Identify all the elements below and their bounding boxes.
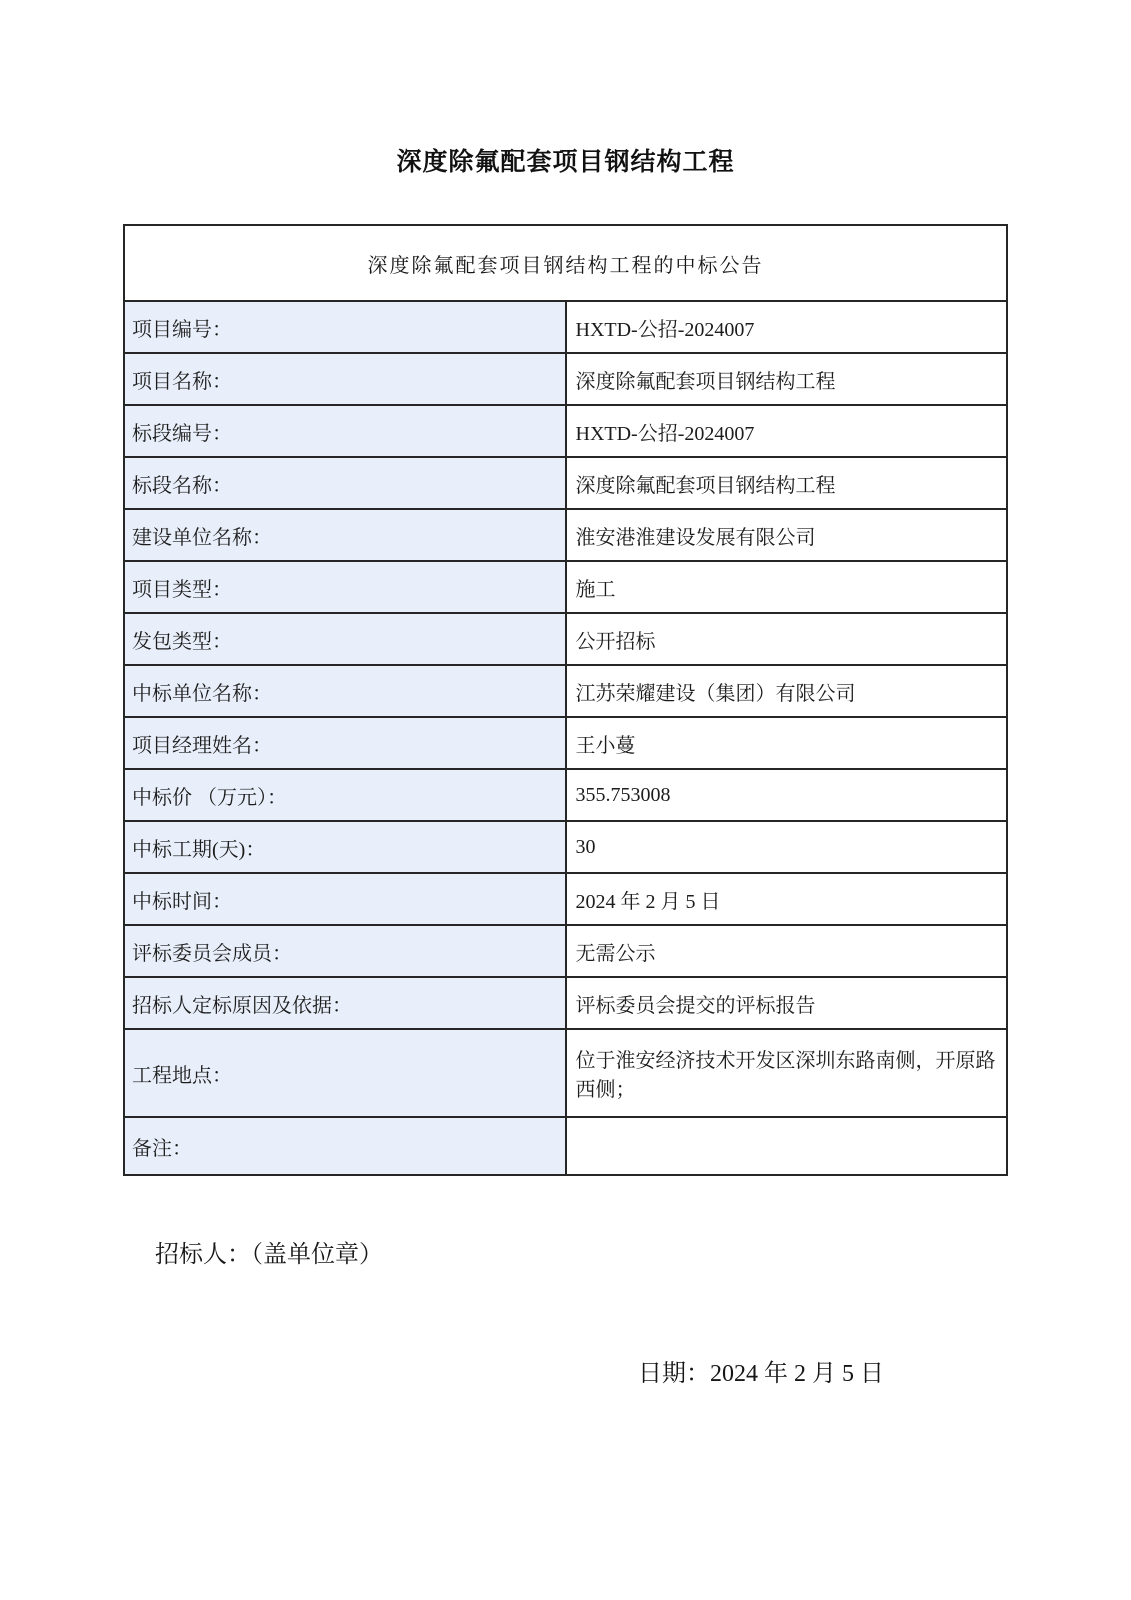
table-row-construction-period [124,821,1007,873]
table-row-project-number [124,301,1007,353]
row-value: 王小蔓 [566,717,1008,769]
row-label: 备注： [124,1117,566,1175]
row-label: 中标时间： [124,873,566,925]
row-value: 位于淮安经济技术开发区深圳东路南侧，开原路西侧； [566,1029,1008,1117]
row-label: 标段名称： [124,457,566,509]
row-label: 项目名称： [124,353,566,405]
row-value: 355.753008 [566,769,1008,821]
row-value: 深度除氟配套项目钢结构工程 [566,353,1008,405]
row-value: 2024 年 2 月 5 日 [566,873,1008,925]
row-label: 中标价 （万元）： [124,769,566,821]
table-row-evaluation-committee [124,925,1007,977]
row-value: 评标委员会提交的评标报告 [566,977,1008,1029]
document-content [123,0,1008,1388]
date-line: 日期：2024 年 2 月 5 日 [638,1361,884,1387]
table-row-construction-unit [124,509,1007,561]
table-row-remarks [124,1117,1007,1175]
row-value: 淮安港淮建设发展有限公司 [566,509,1008,561]
table-row-winning-price [124,769,1007,821]
row-value: 30 [566,821,1008,873]
row-value: 公开招标 [566,613,1008,665]
award-notice-table [123,224,1008,1176]
table-row-section-number [124,405,1007,457]
row-label: 项目经理姓名： [124,717,566,769]
table-row-project-location [124,1029,1007,1117]
table-row-award-date [124,873,1007,925]
row-label: 工程地点： [124,1029,566,1117]
table-title: 深度除氟配套项目钢结构工程的中标公告 [124,225,1007,301]
document-title: 深度除氟配套项目钢结构工程 [396,148,735,176]
table-row-project-type [124,561,1007,613]
table-row-project-name [124,353,1007,405]
table-row-project-manager [124,717,1007,769]
table-row-contract-type [124,613,1007,665]
row-value: HXTD-公招-2024007 [566,301,1008,353]
table-row-winning-company [124,665,1007,717]
table-header-row [124,225,1007,301]
table-row-section-name [124,457,1007,509]
row-label: 项目类型： [124,561,566,613]
bidder-signature-line: 招标人：（盖单位章） [155,1242,383,1268]
row-value: 深度除氟配套项目钢结构工程 [566,457,1008,509]
row-label: 建设单位名称： [124,509,566,561]
row-value: 施工 [566,561,1008,613]
table-row-award-basis [124,977,1007,1029]
row-label: 项目编号： [124,301,566,353]
row-label: 中标工期(天)： [124,821,566,873]
row-value: HXTD-公招-2024007 [566,405,1008,457]
row-label: 标段编号： [124,405,566,457]
row-value: 无需公示 [566,925,1008,977]
row-value [566,1117,1008,1175]
row-label: 发包类型： [124,613,566,665]
row-label: 评标委员会成员： [124,925,566,977]
row-label: 中标单位名称： [124,665,566,717]
row-label: 招标人定标原因及依据： [124,977,566,1029]
row-value: 江苏荣耀建设（集团）有限公司 [566,665,1008,717]
